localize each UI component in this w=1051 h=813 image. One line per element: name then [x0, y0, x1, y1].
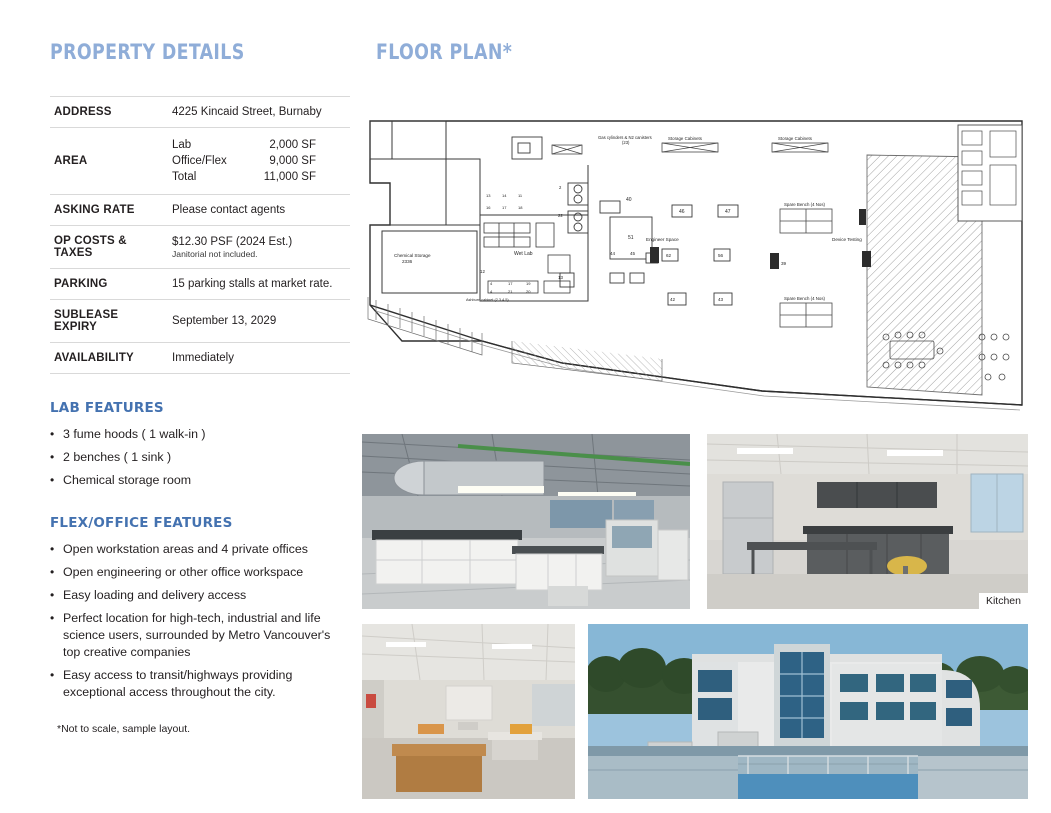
table-row: [50, 343, 350, 374]
svg-text:Wet Lab: Wet Lab: [514, 251, 533, 257]
flex-office-features-title: FLEX/OFFICE FEATURES: [50, 515, 233, 531]
svg-text:39: 39: [781, 261, 787, 266]
row-value-address: 4225 Kincaid Street, Burnaby: [172, 106, 322, 118]
list-item: • Easy access to transit/highways providing exceptional access throughout the city.: [50, 667, 350, 701]
list-item: • 3 fume hoods ( 1 walk-in ): [50, 426, 350, 443]
row-label-parking: PARKING: [54, 278, 108, 290]
svg-text:46: 46: [679, 209, 685, 215]
floor-plan-title: FLOOR PLAN*: [376, 40, 513, 64]
svg-text:14: 14: [502, 193, 507, 198]
svg-text:62: 62: [666, 253, 672, 258]
svg-text:(23): (23): [622, 140, 630, 145]
row-label-availability: AVAILABILITY: [54, 352, 134, 364]
svg-text:Engineer Space: Engineer Space: [646, 237, 679, 242]
row-value-availability: Immediately: [172, 352, 234, 364]
svg-text:4: 4: [490, 281, 493, 286]
row-label-asking-rate: ASKING RATE: [54, 204, 135, 216]
op-costs-value: $12.30 PSF (2024 Est.): [172, 235, 293, 248]
area-label-total: Total: [172, 171, 197, 183]
row-value-sublease-expiry: September 13, 2029: [172, 315, 277, 327]
svg-text:16: 16: [486, 205, 491, 210]
svg-text:56: 56: [718, 253, 724, 258]
table-row: [50, 128, 350, 195]
svg-text:47: 47: [725, 209, 731, 215]
svg-text:21: 21: [508, 289, 513, 294]
op-costs-note: Janitorial not included.: [172, 248, 258, 259]
row-label-sublease-expiry: SUBLEASE EXPIRY: [54, 309, 119, 333]
svg-text:17: 17: [508, 281, 513, 286]
svg-text:18: 18: [518, 205, 523, 210]
svg-text:12: 12: [480, 269, 485, 274]
row-value-op-costs: [172, 226, 350, 269]
svg-text:45: 45: [630, 251, 636, 256]
row-label-address: ADDRESS: [54, 106, 112, 118]
svg-text:22: 22: [558, 213, 563, 218]
table-row: [50, 269, 350, 300]
floor-plan-section: [376, 40, 1026, 64]
svg-text:Storage Cabinets: Storage Cabinets: [778, 136, 812, 141]
list-item: • Perfect location for high-tech, industrial and life science users, surrounded by Metro Vancouver's top creative companies: [50, 610, 350, 661]
svg-text:Gas cylinders & N2 canisters: Gas cylinders & N2 canisters: [598, 135, 652, 140]
label-chemical-storage: Chemical Storage: [394, 253, 431, 258]
list-item: • Open workstation areas and 4 private offices: [50, 541, 350, 558]
property-details-title: PROPERTY DETAILS: [50, 40, 245, 64]
table-row: [50, 300, 350, 343]
area-line: [172, 169, 348, 185]
property-details-table: [50, 96, 350, 374]
svg-text:17: 17: [502, 205, 507, 210]
svg-text:2336: 2336: [402, 259, 413, 264]
svg-text:20: 20: [526, 289, 531, 294]
row-label-op-costs: OP COSTS & TAXES: [54, 235, 127, 259]
table-row: [50, 195, 350, 226]
area-line: [172, 153, 348, 169]
svg-text:42: 42: [670, 297, 676, 302]
svg-text:40: 40: [626, 197, 632, 203]
office-photo: [362, 624, 575, 799]
list-item: • Easy loading and delivery access: [50, 587, 350, 604]
list-item: • 2 benches ( 1 sink ): [50, 449, 350, 466]
svg-text:51: 51: [628, 235, 634, 241]
row-value-asking-rate: Please contact agents: [172, 204, 286, 216]
lab-photo: [362, 434, 690, 609]
area-value-total: 11,000 SF: [263, 171, 316, 183]
floorplan-footnote: *Not to scale, sample layout.: [57, 723, 191, 735]
area-label-officeflex: Office/Flex: [172, 155, 227, 167]
svg-text:19: 19: [526, 281, 531, 286]
svg-text:Ashburn cabinet (2,3,4,5): Ashburn cabinet (2,3,4,5): [466, 298, 509, 302]
area-value-lab: 2,000 SF: [269, 139, 316, 151]
svg-text:4: 4: [490, 289, 493, 294]
svg-text:13: 13: [486, 193, 491, 198]
flex-office-features-list: [50, 541, 350, 701]
area-value-officeflex: 9,000 SF: [269, 155, 316, 167]
table-row: [50, 226, 350, 269]
svg-text:44: 44: [610, 251, 616, 256]
kitchen-photo: [707, 434, 1028, 609]
svg-text:2: 2: [559, 185, 562, 190]
list-item: • Open engineering or other office workspace: [50, 564, 350, 581]
row-value-area: [172, 128, 350, 195]
svg-text:Spare Bench (4 Nos): Spare Bench (4 Nos): [784, 296, 825, 301]
svg-text:11: 11: [518, 193, 523, 198]
area-line: [172, 137, 348, 153]
svg-text:Storage Cabinets: Storage Cabinets: [668, 136, 702, 141]
list-item: • Chemical storage room: [50, 472, 350, 489]
area-label-lab: Lab: [172, 139, 192, 151]
lab-features-title: LAB FEATURES: [50, 400, 164, 416]
area-breakdown: [172, 137, 348, 185]
svg-text:13: 13: [558, 275, 563, 280]
svg-text:Spare Bench (4 Nos): Spare Bench (4 Nos): [784, 202, 825, 207]
kitchen-photo-caption: Kitchen: [979, 593, 1028, 609]
floor-plan-drawing: [362, 105, 1032, 435]
table-row: [50, 97, 350, 128]
row-value-parking: 15 parking stalls at market rate.: [172, 278, 333, 290]
svg-text:43: 43: [718, 297, 724, 302]
building-photo: [588, 624, 1028, 799]
svg-text:Device Testing: Device Testing: [832, 237, 862, 242]
property-details-section: [50, 40, 350, 735]
lab-features-list: [50, 426, 350, 489]
row-label-area: AREA: [54, 155, 88, 167]
